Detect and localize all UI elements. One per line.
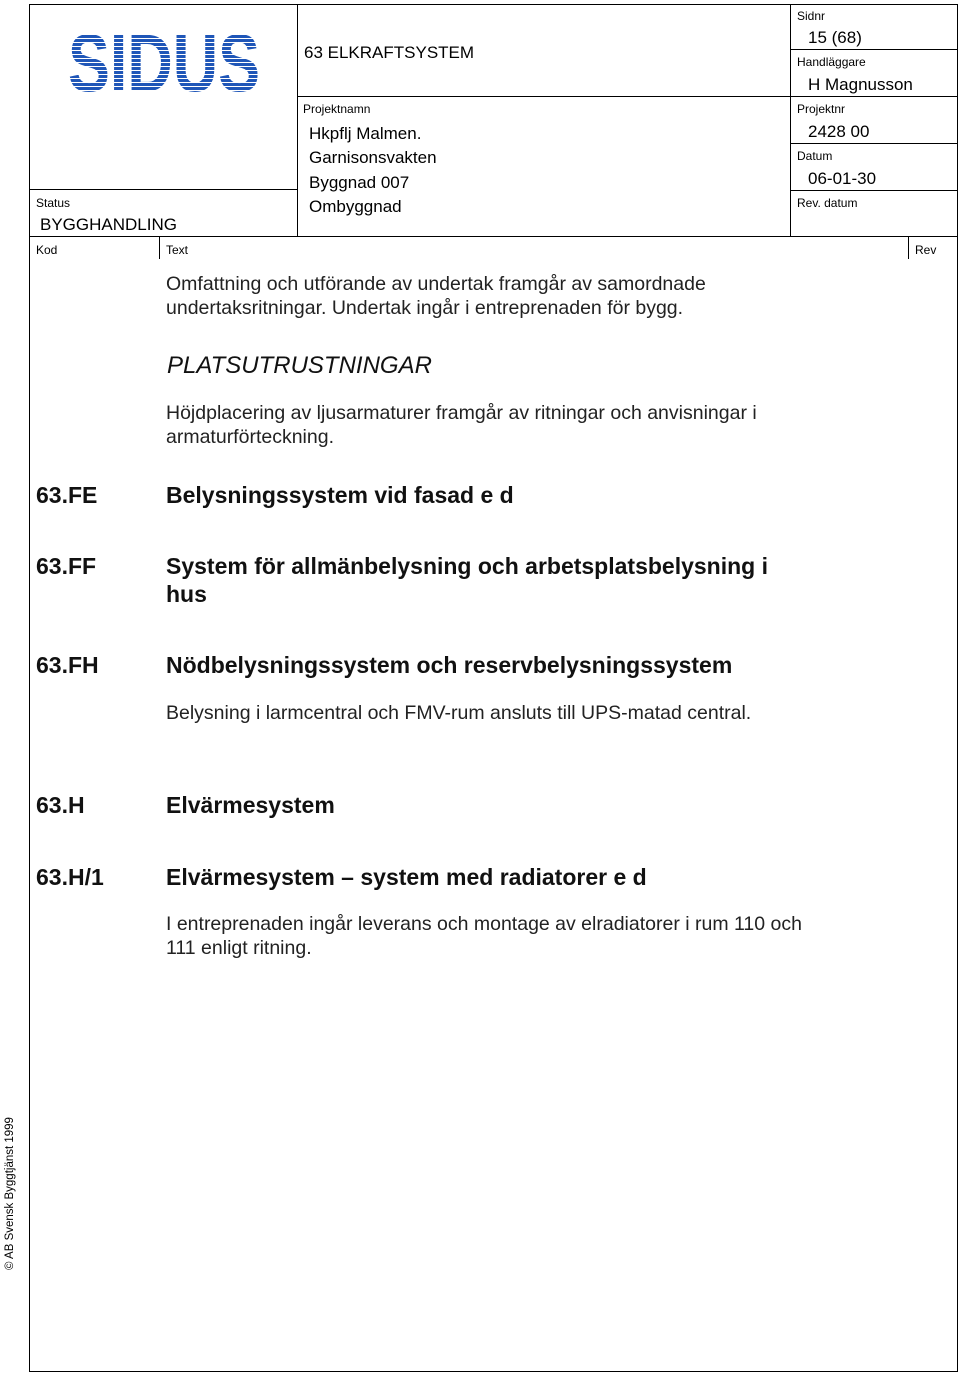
section-title-63h: Elvärmesystem: [166, 792, 335, 818]
header-line-datum: [790, 190, 958, 191]
header-line-projektnr: [790, 143, 958, 144]
projektnamn-line-4: Ombyggnad: [309, 197, 402, 216]
projektnamn-label: Projektnamn: [303, 102, 371, 116]
section-text-63fh: Belysning i larmcentral och FMV-rum ansluts till UPS-matad central.: [166, 702, 752, 724]
header-line-sidnr: [790, 49, 958, 50]
section-title: 63 ELKRAFTSYSTEM: [304, 43, 475, 62]
column-rev: Rev: [915, 243, 937, 257]
header-divider-logo: [297, 4, 298, 237]
section-code-63h1: 63.H/1: [36, 864, 104, 890]
logo-text: SIDUS: [68, 18, 260, 109]
section-code-63h: 63.H: [36, 792, 85, 818]
column-text: Text: [166, 243, 189, 257]
status-value: BYGGHANDLING: [40, 215, 177, 234]
section-title-63ff: System för allmänbelysning och arbetsplatsbelysning i hus: [166, 553, 768, 607]
column-kod: Kod: [36, 243, 58, 257]
header-line-status: [29, 189, 297, 190]
copyright-notice: © AB Svensk Byggtjänst 1999: [4, 1117, 16, 1270]
section-code-63ff: 63.FF: [36, 553, 97, 579]
projektnr-value: 2428 00: [808, 122, 870, 141]
column-divider-kod: [159, 236, 160, 259]
handlaggare-value: H Magnusson: [808, 75, 913, 94]
sidnr-label: Sidnr: [797, 9, 826, 23]
header-bottom-line: [29, 236, 958, 237]
handlaggare-label: Handläggare: [797, 55, 866, 69]
sidnr-value: 15 (68): [808, 28, 862, 47]
datum-value: 06-01-30: [808, 169, 877, 188]
section-title-63fh: Nödbelysningssystem och reservbelysningssystem: [166, 652, 733, 678]
projektnamn-line-2: Garnisonsvakten: [309, 148, 437, 167]
projektnamn-line-3: Byggnad 007: [309, 173, 410, 192]
section-code-63fh: 63.FH: [36, 652, 99, 678]
status-label: Status: [36, 196, 71, 210]
column-divider-rev: [908, 236, 909, 259]
section-title-63fe: Belysningssystem vid fasad e d: [166, 482, 514, 508]
platsutrustningar-text: Höjdplacering av ljusarmaturer framgår av ritningar och anvisningar i armaturförteckning.: [166, 402, 757, 448]
section-title-63h1: Elvärmesystem – system med radiatorer e d: [166, 864, 647, 890]
projektnr-label: Projektnr: [797, 102, 846, 116]
section-code-63fe: 63.FE: [36, 482, 98, 508]
revdatum-label: Rev. datum: [797, 196, 858, 210]
header-line-section: [297, 96, 958, 97]
platsutrustningar-heading: PLATSUTRUSTNINGAR: [167, 352, 432, 379]
datum-label: Datum: [797, 149, 833, 163]
intro-paragraph: Omfattning och utförande av undertak framgår av samordnade undertaksritningar. Undertak ingår i entreprenaden för bygg.: [166, 273, 706, 319]
header-divider-right: [790, 4, 791, 237]
section-text-63h1: I entreprenaden ingår leverans och montage av elradiatorer i rum 110 och 111 enligt ritning.: [166, 913, 802, 959]
projektnamn-line-1: Hkpflj Malmen.: [309, 124, 422, 143]
sidus-logo: [66, 18, 262, 109]
